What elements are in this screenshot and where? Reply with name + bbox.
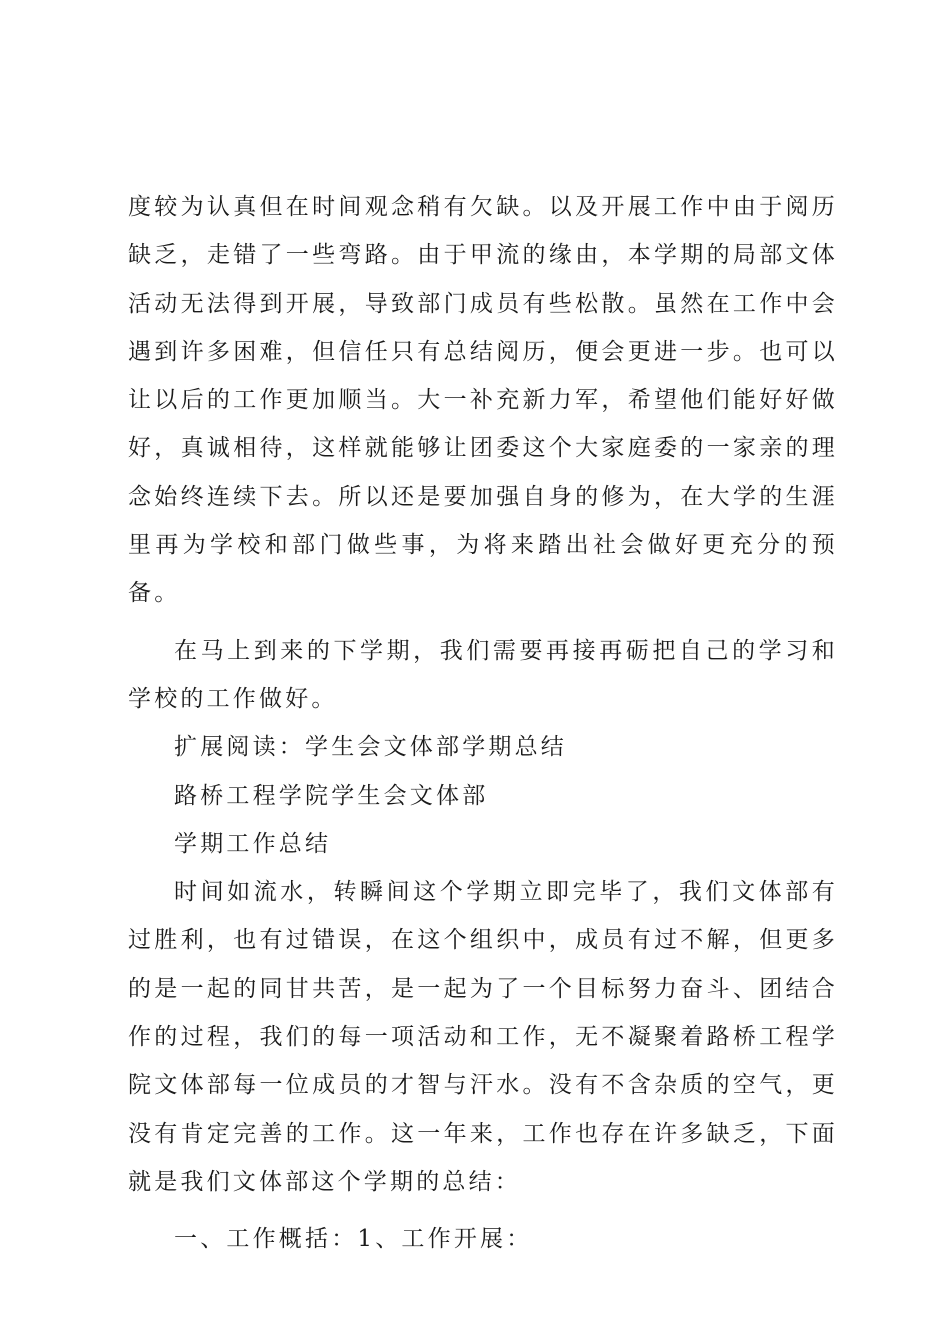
paragraph-next-semester: 在马上到来的下学期，我们需要再接再砺把自己的学习和学校的工作做好。	[128, 637, 838, 712]
paragraph-summary-intro: 时间如流水，转瞬间这个学期立即完毕了，我们文体部有过胜利，也有过错误，在这个组织中，成员有过不解，但更多的是一起的同甘共苦，是一起为了一个目标努力奋斗、团结合作的过程，我们的每一项活动和工作，无不凝聚着路桥工程学院文体部每一位成员的才智与汗水。没有不含杂质的空气，更没有肯定完善的工作。这一年来，工作也存在许多缺乏，下面就是我们文体部这个学期的总结：	[128, 879, 838, 1195]
document-body	[128, 183, 838, 1264]
summary-title: 学期工作总结	[174, 830, 332, 857]
section-heading-work-overview: 一、工作概括：1、工作开展：	[174, 1226, 533, 1253]
paragraph-continuation: 度较为认真但在时间观念稍有欠缺。以及开展工作中由于阅历缺乏，走错了一些弯路。由于甲流的缘由，本学期的局部文体活动无法得到开展，导致部门成员有些松散。虽然在工作中会遇到许多困难，但信任只有总结阅历，便会更进一步。也可以让以后的工作更加顺当。大一补充新力军，希望他们能好好做好，真诚相待，这样就能够让团委这个大家庭委的一家亲的理念始终连续下去。所以还是要加强自身的修为，在大学的生涯里再为学校和部门做些事，为将来踏出社会做好更充分的预备。	[128, 194, 838, 607]
extended-reading-heading: 扩展阅读：学生会文体部学期总结	[174, 734, 567, 761]
department-heading: 路桥工程学院学生会文体部	[174, 782, 489, 809]
